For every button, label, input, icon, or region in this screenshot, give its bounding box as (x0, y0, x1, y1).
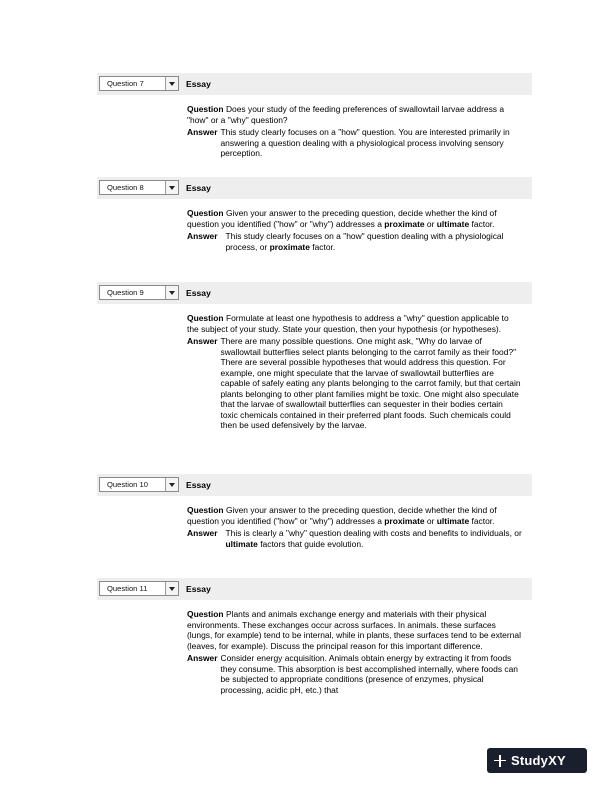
chevron-down-icon[interactable] (165, 286, 178, 299)
answer (187, 528, 522, 549)
answer-label: Answer (187, 528, 218, 538)
question-type: Essay (186, 584, 211, 594)
question-block-10 (97, 474, 532, 549)
question-number: Question 11 (107, 584, 148, 593)
question-block-9 (97, 282, 532, 431)
plus-icon (494, 755, 506, 767)
question-body (187, 313, 522, 431)
studyxy-logo (487, 748, 587, 773)
answer-label: Answer (187, 231, 218, 241)
question-select[interactable] (99, 477, 179, 492)
question-block-11 (97, 578, 532, 695)
chevron-down-icon[interactable] (165, 181, 178, 194)
question-label: Question (187, 609, 224, 619)
question-number: Question 10 (107, 480, 148, 489)
chevron-down-icon[interactable] (165, 478, 178, 491)
question-text: Question Does your study of the feeding preferences of swallowtail larvae address a "how" or a "why" question? (187, 104, 505, 125)
question-header (97, 282, 532, 304)
question-type: Essay (186, 288, 211, 298)
answer-text: This study clearly focuses on a "how" question. You are interested primarily in answering a question dealing with a physiological process involving sensory perception. (220, 127, 510, 158)
question-number: Question 7 (107, 79, 144, 88)
answer-label: Answer (187, 336, 218, 346)
question-body (187, 505, 522, 549)
question-text: Question Given your answer to the preceding question, decide whether the kind of question you identified ("how" or "why") addresses a proximate or ultimate factor. (187, 505, 497, 526)
question-text: Question Formulate at least one hypothesis to address a "why" question applicable to the subject of your study. State your question, then your hypothesis (or hypotheses). (187, 313, 509, 334)
answer-text: This is clearly a "why" question dealing with costs and benefits to individuals, or ultimate factors that guide evolution. (225, 528, 522, 549)
question-block-8 (97, 177, 532, 252)
question-label: Question (187, 505, 224, 515)
chevron-down-icon[interactable] (165, 77, 178, 90)
question-block-7 (97, 73, 532, 159)
question-body (187, 208, 522, 252)
brand-name: StudyXY (511, 753, 566, 768)
question-type: Essay (186, 183, 211, 193)
answer (187, 653, 522, 695)
question-select[interactable] (99, 581, 179, 596)
question-body (187, 104, 522, 159)
question-select[interactable] (99, 76, 179, 91)
answer-text: There are many possible questions. One might ask, "Why do larvae of swallowtail butterflies select plants belonging to the carrot family as their food?" There are several possible hypotheses that would address this question. For example, one might speculate that the larvae of swallowtail butterflies are capable of safely eating any plants belonging to the carrot family, but that certain plants belonging to other plant families might be toxic. One might also speculate that the larvae of swallowtail butterflies can sequester in their bodies certain toxic chemicals contained in their preferred plant foods. Such chemicals could then be used defensively by the larvae. (220, 336, 521, 430)
chevron-down-icon[interactable] (165, 582, 178, 595)
question-header (97, 578, 532, 600)
question-label: Question (187, 313, 224, 323)
question-header (97, 177, 532, 199)
answer (187, 127, 522, 159)
answer-label: Answer (187, 127, 218, 137)
question-text: Question Plants and animals exchange energy and materials with their physical environments. These exchanges occur across surfaces. In animals. these surfaces (lungs, for example) tend to be internal, while in plants, these surfaces tend to be external (leaves, for example). Discuss the principal reason for this important difference. (187, 609, 521, 651)
question-header (97, 73, 532, 95)
question-select[interactable] (99, 285, 179, 300)
answer (187, 231, 522, 252)
question-number: Question 8 (107, 183, 144, 192)
question-body (187, 609, 522, 695)
question-select[interactable] (99, 180, 179, 195)
question-type: Essay (186, 79, 211, 89)
answer (187, 336, 522, 431)
question-header (97, 474, 532, 496)
answer-text: Consider energy acquisition. Animals obtain energy by extracting it from foods they consume. This absorption is best accomplished internally, where foods can be subjected to appropriate conditions (presence of enzymes, physical processing, acidic pH, etc.) that (220, 653, 518, 695)
question-text: Question Given your answer to the preceding question, decide whether the kind of question you identified ("how" or "why") addresses a proximate or ultimate factor. (187, 208, 497, 229)
question-label: Question (187, 104, 224, 114)
answer-text: This study clearly focuses on a "how" question dealing with a physiological process, or proximate factor. (225, 231, 504, 252)
question-number: Question 9 (107, 288, 144, 297)
question-label: Question (187, 208, 224, 218)
answer-label: Answer (187, 653, 218, 663)
question-type: Essay (186, 480, 211, 490)
